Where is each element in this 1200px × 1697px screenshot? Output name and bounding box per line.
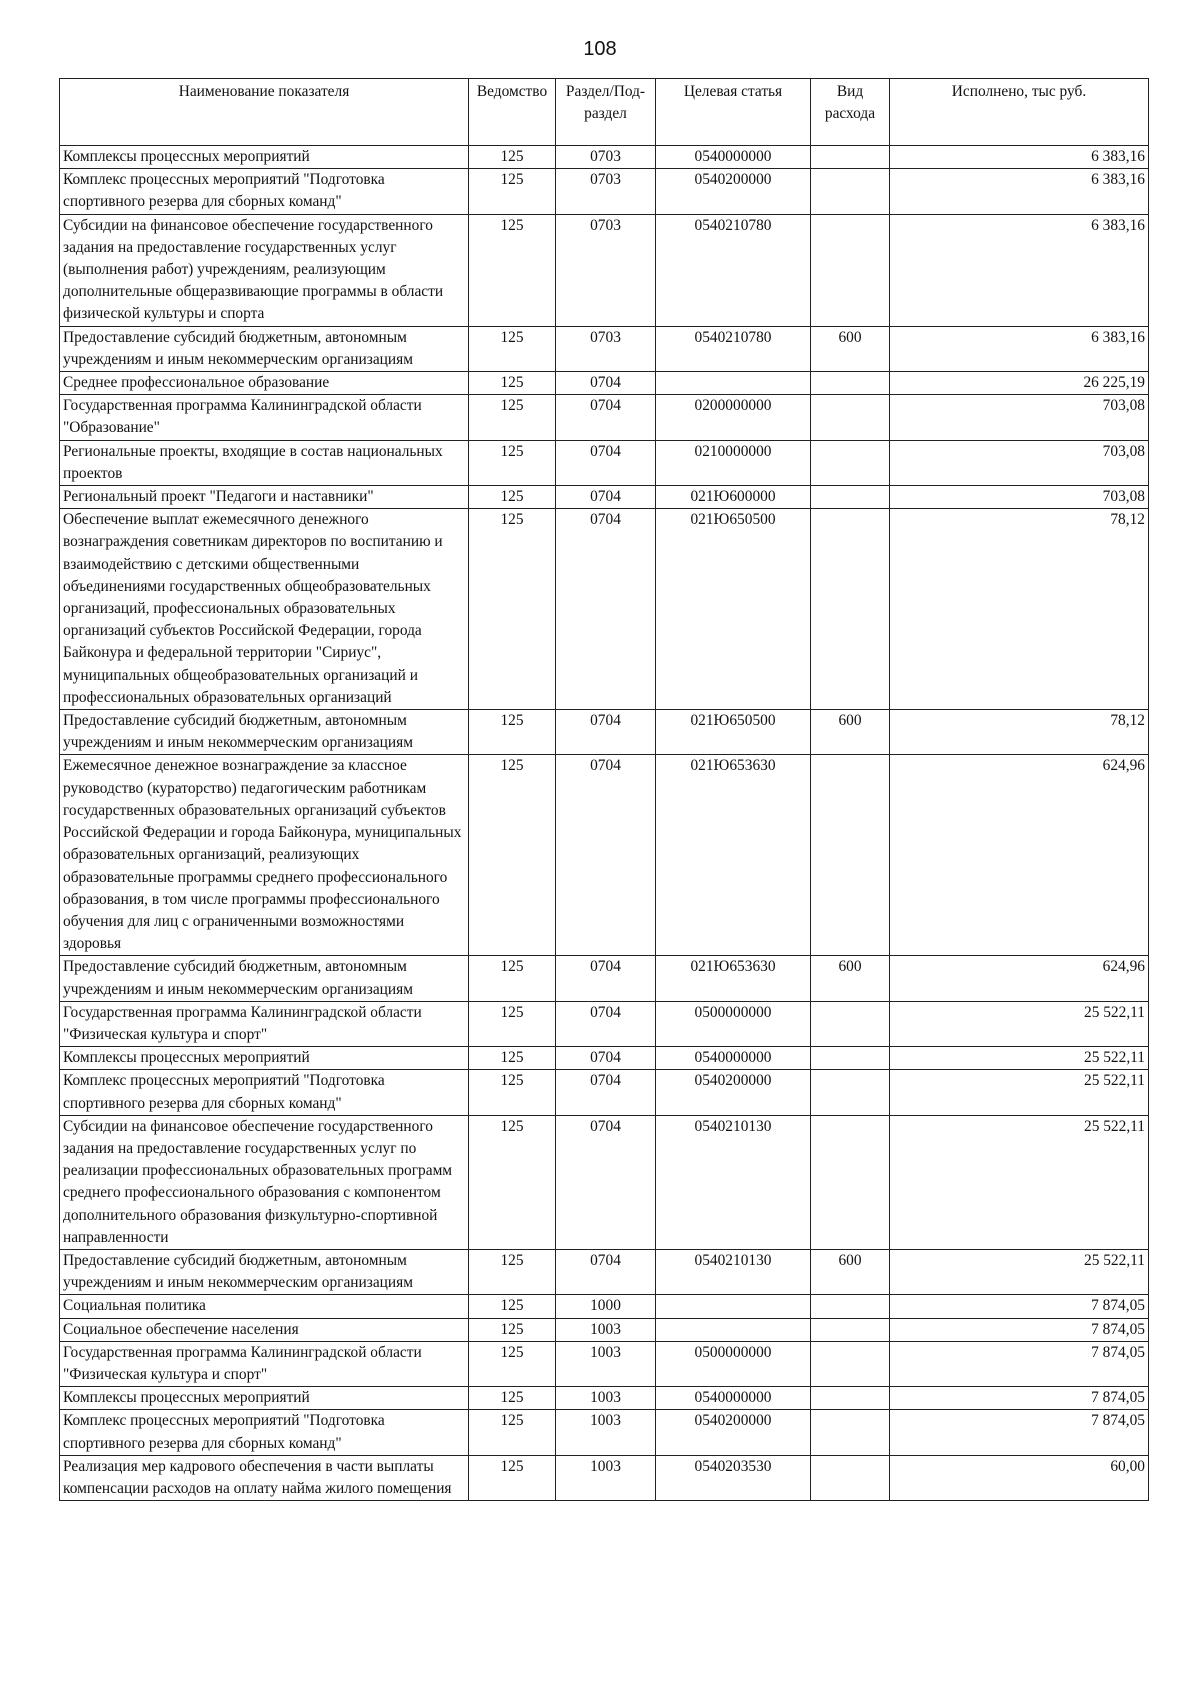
cell-amount: 624,96 — [890, 755, 1149, 956]
cell-amount: 78,12 — [890, 509, 1149, 710]
cell-expense-type — [811, 1295, 890, 1318]
cell-target-article: 021Ю653630 — [656, 956, 811, 1001]
cell-department: 125 — [469, 1115, 556, 1249]
cell-section: 0704 — [556, 509, 656, 710]
table-row — [60, 755, 1149, 956]
cell-department: 125 — [469, 395, 556, 440]
cell-section: 0704 — [556, 486, 656, 509]
cell-amount: 7 874,05 — [890, 1318, 1149, 1341]
cell-department: 125 — [469, 1047, 556, 1070]
table-row — [60, 1047, 1149, 1070]
cell-department: 125 — [469, 372, 556, 395]
cell-expense-type — [811, 755, 890, 956]
header-department: Ведомство — [469, 79, 556, 146]
cell-section: 1003 — [556, 1455, 656, 1500]
cell-section: 0704 — [556, 1001, 656, 1046]
cell-target-article: 0540210780 — [656, 326, 811, 371]
cell-department: 125 — [469, 509, 556, 710]
cell-department: 125 — [469, 1410, 556, 1455]
cell-section: 0704 — [556, 372, 656, 395]
cell-expense-type — [811, 1047, 890, 1070]
header-expense-type: Вид расхода — [811, 79, 890, 146]
cell-name: Обеспечение выплат ежемесячного денежного вознаграждения советникам директоров по воспитанию и взаимодействию с детскими общественными объединениями государственных общеобразовательных организаций, профессиональных образовательных организаций субъектов Российской Федерации, города Байконура и федеральной территории "Сириус", муниципальных общеобразовательных организаций и профессиональных образовательных организаций — [60, 509, 469, 710]
cell-section: 0703 — [556, 146, 656, 169]
header-name: Наименование показателя — [60, 79, 469, 146]
cell-target-article: 021Ю650500 — [656, 509, 811, 710]
cell-name: Региональный проект "Педагоги и наставники" — [60, 486, 469, 509]
cell-amount: 7 874,05 — [890, 1295, 1149, 1318]
cell-name: Региональные проекты, входящие в состав национальных проектов — [60, 440, 469, 485]
cell-target-article: 0500000000 — [656, 1341, 811, 1386]
cell-department: 125 — [469, 1295, 556, 1318]
cell-department: 125 — [469, 1249, 556, 1294]
table-row — [60, 214, 1149, 326]
cell-name: Государственная программа Калининградской области "Физическая культура и спорт" — [60, 1341, 469, 1386]
table-row — [60, 1410, 1149, 1455]
cell-target-article: 0540000000 — [656, 146, 811, 169]
cell-department: 125 — [469, 1387, 556, 1410]
cell-name: Предоставление субсидий бюджетным, автономным учреждениям и иным некоммерческим организациям — [60, 1249, 469, 1294]
cell-target-article: 0500000000 — [656, 1001, 811, 1046]
cell-expense-type — [811, 1455, 890, 1500]
table-row — [60, 326, 1149, 371]
cell-amount: 25 522,11 — [890, 1115, 1149, 1249]
table-row — [60, 395, 1149, 440]
cell-target-article: 0210000000 — [656, 440, 811, 485]
table-row — [60, 956, 1149, 1001]
cell-amount: 703,08 — [890, 440, 1149, 485]
cell-name: Предоставление субсидий бюджетным, автономным учреждениям и иным некоммерческим организациям — [60, 326, 469, 371]
cell-expense-type — [811, 486, 890, 509]
cell-amount: 25 522,11 — [890, 1070, 1149, 1115]
cell-department: 125 — [469, 1318, 556, 1341]
cell-target-article: 0540203530 — [656, 1455, 811, 1500]
cell-target-article: 021Ю650500 — [656, 710, 811, 755]
cell-expense-type — [811, 1070, 890, 1115]
table-row — [60, 710, 1149, 755]
cell-target-article: 0200000000 — [656, 395, 811, 440]
table-row — [60, 1001, 1149, 1046]
cell-expense-type — [811, 146, 890, 169]
cell-department: 125 — [469, 146, 556, 169]
cell-department: 125 — [469, 326, 556, 371]
table-body — [60, 146, 1149, 1501]
cell-section: 0703 — [556, 169, 656, 214]
cell-name: Субсидии на финансовое обеспечение государственного задания на предоставление государственных услуг по реализации профессиональных образовательных программ среднего профессионального образования с компонентом дополнительного образования физкультурно-спортивной направленности — [60, 1115, 469, 1249]
cell-expense-type: 600 — [811, 326, 890, 371]
table-row — [60, 486, 1149, 509]
cell-name: Комплексы процессных мероприятий — [60, 1047, 469, 1070]
cell-section: 1003 — [556, 1387, 656, 1410]
cell-department: 125 — [469, 755, 556, 956]
header-target-article: Целевая статья — [656, 79, 811, 146]
cell-amount: 703,08 — [890, 395, 1149, 440]
cell-department: 125 — [469, 486, 556, 509]
cell-department: 125 — [469, 214, 556, 326]
cell-expense-type — [811, 372, 890, 395]
cell-amount: 624,96 — [890, 956, 1149, 1001]
cell-expense-type — [811, 169, 890, 214]
cell-amount: 25 522,11 — [890, 1001, 1149, 1046]
table-row — [60, 146, 1149, 169]
cell-name: Ежемесячное денежное вознаграждение за классное руководство (кураторство) педагогическим работникам государственных образовательных организаций субъектов Российской Федерации и города Байконура, муниципальных образовательных организаций, реализующих образовательные программы среднего профессионального образования, в том числе программы профессионального обучения для лиц с ограниченными возможностями здоровья — [60, 755, 469, 956]
table-row — [60, 1070, 1149, 1115]
cell-section: 1003 — [556, 1318, 656, 1341]
header-row — [60, 79, 1149, 146]
cell-name: Государственная программа Калининградской области "Образование" — [60, 395, 469, 440]
cell-amount: 7 874,05 — [890, 1341, 1149, 1386]
cell-target-article: 0540210130 — [656, 1115, 811, 1249]
cell-target-article: 0540000000 — [656, 1047, 811, 1070]
cell-section: 0704 — [556, 1070, 656, 1115]
table-row — [60, 372, 1149, 395]
cell-target-article: 0540200000 — [656, 1070, 811, 1115]
cell-department: 125 — [469, 1001, 556, 1046]
cell-target-article: 021Ю653630 — [656, 755, 811, 956]
table-row — [60, 1295, 1149, 1318]
cell-target-article: 0540200000 — [656, 1410, 811, 1455]
cell-name: Государственная программа Калининградской области "Физическая культура и спорт" — [60, 1001, 469, 1046]
cell-department: 125 — [469, 956, 556, 1001]
cell-section: 0704 — [556, 1249, 656, 1294]
cell-section: 1000 — [556, 1295, 656, 1318]
cell-amount: 26 225,19 — [890, 372, 1149, 395]
cell-name: Субсидии на финансовое обеспечение государственного задания на предоставление государственных услуг (выполнения работ) учреждениям, реализующим дополнительные общеразвивающие программы в области физической культуры и спорта — [60, 214, 469, 326]
cell-name: Комплексы процессных мероприятий — [60, 146, 469, 169]
cell-expense-type — [811, 1001, 890, 1046]
cell-name: Среднее профессиональное образование — [60, 372, 469, 395]
cell-amount: 6 383,16 — [890, 169, 1149, 214]
cell-expense-type — [811, 1318, 890, 1341]
cell-section: 0704 — [556, 956, 656, 1001]
table-row — [60, 1455, 1149, 1500]
cell-amount: 7 874,05 — [890, 1410, 1149, 1455]
cell-expense-type — [811, 214, 890, 326]
table-row — [60, 1318, 1149, 1341]
cell-amount: 60,00 — [890, 1455, 1149, 1500]
table-row — [60, 1115, 1149, 1249]
cell-department: 125 — [469, 440, 556, 485]
cell-section: 0704 — [556, 395, 656, 440]
table-row — [60, 1341, 1149, 1386]
cell-department: 125 — [469, 1070, 556, 1115]
header-amount: Исполнено, тыс руб. — [890, 79, 1149, 146]
cell-amount: 6 383,16 — [890, 146, 1149, 169]
cell-department: 125 — [469, 710, 556, 755]
cell-target-article: 0540200000 — [656, 169, 811, 214]
page-number: 108 — [583, 38, 617, 60]
cell-expense-type: 600 — [811, 956, 890, 1001]
cell-section: 0704 — [556, 1047, 656, 1070]
table-row — [60, 1249, 1149, 1294]
cell-name: Комплексы процессных мероприятий — [60, 1387, 469, 1410]
cell-section: 1003 — [556, 1341, 656, 1386]
cell-target-article: 0540210780 — [656, 214, 811, 326]
cell-section: 0704 — [556, 755, 656, 956]
cell-name: Предоставление субсидий бюджетным, автономным учреждениям и иным некоммерческим организациям — [60, 956, 469, 1001]
cell-section: 0704 — [556, 440, 656, 485]
cell-expense-type: 600 — [811, 1249, 890, 1294]
cell-expense-type — [811, 1115, 890, 1249]
cell-name: Комплекс процессных мероприятий "Подготовка спортивного резерва для сборных команд" — [60, 1410, 469, 1455]
cell-expense-type — [811, 1387, 890, 1410]
header-section: Раздел/Под-раздел — [556, 79, 656, 146]
cell-target-article — [656, 1295, 811, 1318]
cell-amount: 25 522,11 — [890, 1047, 1149, 1070]
cell-name: Комплекс процессных мероприятий "Подготовка спортивного резерва для сборных команд" — [60, 1070, 469, 1115]
cell-expense-type: 600 — [811, 710, 890, 755]
table-row — [60, 1387, 1149, 1410]
cell-amount: 6 383,16 — [890, 326, 1149, 371]
cell-expense-type — [811, 1410, 890, 1455]
cell-amount: 78,12 — [890, 710, 1149, 755]
cell-department: 125 — [469, 1341, 556, 1386]
cell-section: 0704 — [556, 1115, 656, 1249]
cell-target-article — [656, 1318, 811, 1341]
table-row — [60, 169, 1149, 214]
table-row — [60, 509, 1149, 710]
cell-expense-type — [811, 440, 890, 485]
cell-amount: 703,08 — [890, 486, 1149, 509]
cell-section: 0704 — [556, 710, 656, 755]
cell-name: Реализация мер кадрового обеспечения в части выплаты компенсации расходов на оплату найма жилого помещения — [60, 1455, 469, 1500]
cell-name: Социальная политика — [60, 1295, 469, 1318]
cell-department: 125 — [469, 169, 556, 214]
table-row — [60, 440, 1149, 485]
cell-amount: 7 874,05 — [890, 1387, 1149, 1410]
cell-department: 125 — [469, 1455, 556, 1500]
cell-section: 0703 — [556, 214, 656, 326]
cell-target-article: 021Ю600000 — [656, 486, 811, 509]
cell-amount: 6 383,16 — [890, 214, 1149, 326]
cell-amount: 25 522,11 — [890, 1249, 1149, 1294]
cell-name: Социальное обеспечение населения — [60, 1318, 469, 1341]
cell-target-article: 0540210130 — [656, 1249, 811, 1294]
cell-section: 0703 — [556, 326, 656, 371]
cell-expense-type — [811, 1341, 890, 1386]
cell-name: Предоставление субсидий бюджетным, автономным учреждениям и иным некоммерческим организациям — [60, 710, 469, 755]
cell-target-article — [656, 372, 811, 395]
cell-name: Комплекс процессных мероприятий "Подготовка спортивного резерва для сборных команд" — [60, 169, 469, 214]
cell-target-article: 0540000000 — [656, 1387, 811, 1410]
cell-expense-type — [811, 509, 890, 710]
budget-table — [59, 78, 1149, 1501]
cell-expense-type — [811, 395, 890, 440]
cell-section: 1003 — [556, 1410, 656, 1455]
